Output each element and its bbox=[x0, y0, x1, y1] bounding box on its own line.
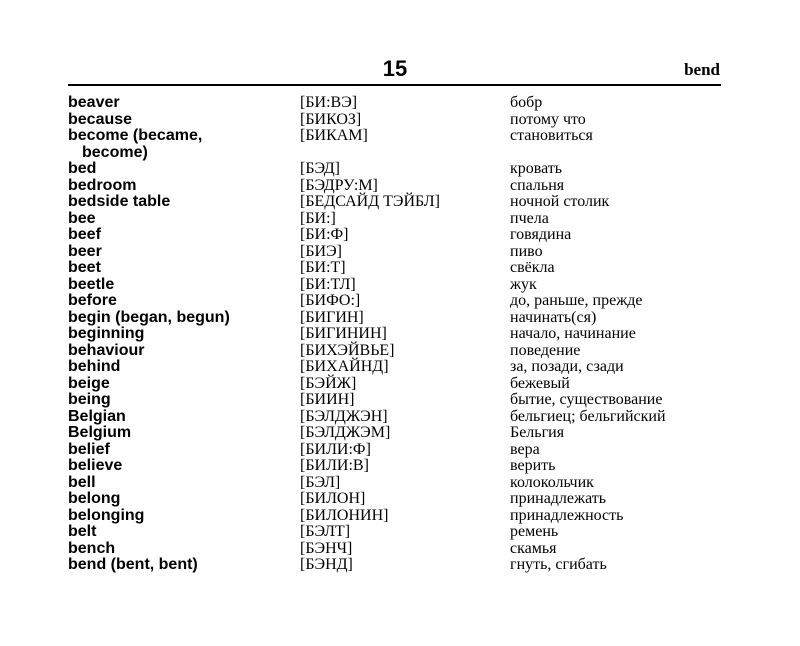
entry-row bbox=[0, 227, 800, 244]
entry-row bbox=[0, 260, 800, 277]
transcription: [БЭНЧ] bbox=[300, 539, 353, 557]
entry-row bbox=[0, 409, 800, 426]
entry-row bbox=[0, 178, 800, 195]
entry-row bbox=[0, 95, 800, 112]
entry-row bbox=[0, 211, 800, 228]
headword: before bbox=[68, 292, 117, 309]
transcription: [БИКАМ] bbox=[300, 127, 368, 144]
entry-row bbox=[0, 128, 800, 161]
transcription: [БИИН] bbox=[300, 391, 355, 408]
headword: bell bbox=[68, 473, 96, 491]
transcription: [БЭДРУ:М] bbox=[300, 176, 378, 194]
entry-row bbox=[0, 376, 800, 393]
translation: начинать(ся) bbox=[510, 308, 597, 326]
transcription: [БИКОЗ] bbox=[300, 110, 362, 128]
entry-row bbox=[0, 557, 800, 574]
entry-row bbox=[0, 244, 800, 261]
translation: бобр bbox=[510, 94, 543, 111]
translation: говядина bbox=[510, 226, 572, 243]
transcription: [БИ:Ф] bbox=[300, 226, 349, 243]
transcription: [БИЛИ:Ф] bbox=[300, 440, 371, 458]
translation: пчела bbox=[510, 209, 549, 227]
translation: колокольчик bbox=[510, 473, 594, 491]
transcription: [БЭД] bbox=[300, 160, 340, 177]
translation: спальня bbox=[510, 176, 565, 194]
entry-row bbox=[0, 343, 800, 360]
headword: because bbox=[68, 110, 133, 128]
translation: ремень bbox=[510, 523, 559, 540]
translation: ночной столик bbox=[510, 193, 610, 210]
translation: до, раньше, прежде bbox=[510, 292, 643, 309]
entry-row bbox=[0, 541, 800, 558]
headword bbox=[68, 128, 293, 161]
entry-row bbox=[0, 392, 800, 409]
transcription: [БИЛОНИН] bbox=[300, 506, 389, 524]
headword: beer bbox=[68, 242, 102, 260]
transcription: [БИФО:] bbox=[300, 292, 361, 309]
translation: пиво bbox=[510, 242, 543, 260]
page-number: 15 bbox=[382, 56, 408, 81]
translation: кровать bbox=[510, 160, 563, 177]
headword: belt bbox=[68, 523, 97, 540]
headword: bench bbox=[68, 539, 116, 557]
entry-row bbox=[0, 458, 800, 475]
transcription: [БЭЛДЖЭМ] bbox=[300, 424, 391, 441]
headword: Belgian bbox=[68, 407, 126, 425]
translation: принадлежать bbox=[510, 490, 607, 507]
headword: bend (bent, bent) bbox=[68, 556, 198, 573]
translation: Бельгия bbox=[510, 424, 565, 441]
headword: bee bbox=[68, 209, 96, 227]
entry-row bbox=[0, 524, 800, 541]
transcription: [БИХАЙНД] bbox=[300, 358, 389, 375]
headword: begin (began, begun) bbox=[68, 308, 230, 326]
headword: believe bbox=[68, 457, 123, 474]
entry-row bbox=[0, 491, 800, 508]
transcription: [БИ:Т] bbox=[300, 259, 346, 276]
headword: belief bbox=[68, 440, 110, 458]
translation: становиться bbox=[510, 127, 593, 144]
headword-line: become (became, bbox=[68, 127, 203, 144]
transcription: [БИГИН] bbox=[300, 308, 364, 326]
translation: поведение bbox=[510, 341, 581, 359]
translation: потому что bbox=[510, 110, 586, 128]
entry-row bbox=[0, 508, 800, 525]
translation: жук bbox=[510, 275, 537, 293]
entry-row bbox=[0, 112, 800, 129]
headword: behind bbox=[68, 358, 121, 375]
translation: свёкла bbox=[510, 259, 555, 276]
transcription: [БЭЛДЖЭН] bbox=[300, 407, 388, 425]
translation: скамья bbox=[510, 539, 557, 557]
entry-row bbox=[0, 310, 800, 327]
transcription: [БИЛИ:В] bbox=[300, 457, 369, 474]
headword: bed bbox=[68, 160, 97, 177]
headword: beige bbox=[68, 374, 110, 392]
headword: beginning bbox=[68, 325, 145, 342]
header-rule bbox=[68, 84, 721, 86]
headword: belonging bbox=[68, 506, 145, 524]
transcription: [БИХЭЙВЬЕ] bbox=[300, 341, 395, 359]
headword: behaviour bbox=[68, 341, 145, 359]
headword-continuation: become) bbox=[82, 143, 148, 161]
entry-row bbox=[0, 194, 800, 211]
transcription: [БЭНД] bbox=[300, 556, 353, 573]
transcription: [БИ:ВЭ] bbox=[300, 94, 358, 111]
headword: beef bbox=[68, 226, 101, 243]
entry-row bbox=[0, 277, 800, 294]
translation: бельгиец; бельгийский bbox=[510, 407, 666, 425]
headword: beet bbox=[68, 259, 101, 276]
translation: верить bbox=[510, 457, 556, 474]
transcription: [БИЭ] bbox=[300, 242, 342, 260]
headword: Belgium bbox=[68, 424, 132, 441]
transcription: [БИЛОН] bbox=[300, 490, 366, 507]
translation: бежевый bbox=[510, 374, 570, 392]
translation: гнуть, сгибать bbox=[510, 556, 607, 573]
entry-row bbox=[0, 293, 800, 310]
headword: bedside table bbox=[68, 193, 171, 210]
translation: бытие, существование bbox=[510, 391, 663, 408]
headword: bedroom bbox=[68, 176, 137, 194]
translation: за, позади, сзади bbox=[510, 358, 624, 375]
running-head: bend bbox=[684, 60, 720, 79]
translation: вера bbox=[510, 440, 540, 458]
transcription: [БЭЙЖ] bbox=[300, 374, 357, 392]
translation: принадлежность bbox=[510, 506, 624, 524]
transcription: [БИГИНИН] bbox=[300, 325, 387, 342]
headword: beetle bbox=[68, 275, 115, 293]
headword: belong bbox=[68, 490, 121, 507]
entry-row bbox=[0, 359, 800, 376]
entry-row bbox=[0, 475, 800, 492]
transcription: [БИ:ТЛ] bbox=[300, 275, 356, 293]
translation: начало, начинание bbox=[510, 325, 636, 342]
headword: being bbox=[68, 391, 111, 408]
entry-row bbox=[0, 425, 800, 442]
transcription: [БЕДСАЙД ТЭЙБЛ] bbox=[300, 193, 440, 210]
entry-row bbox=[0, 442, 800, 459]
entry-row bbox=[0, 326, 800, 343]
transcription: [БИ:] bbox=[300, 209, 336, 227]
transcription: [БЭЛТ] bbox=[300, 523, 351, 540]
transcription: [БЭЛ] bbox=[300, 473, 341, 491]
headword: beaver bbox=[68, 94, 120, 111]
entry-row bbox=[0, 161, 800, 178]
entry-list bbox=[0, 95, 800, 574]
